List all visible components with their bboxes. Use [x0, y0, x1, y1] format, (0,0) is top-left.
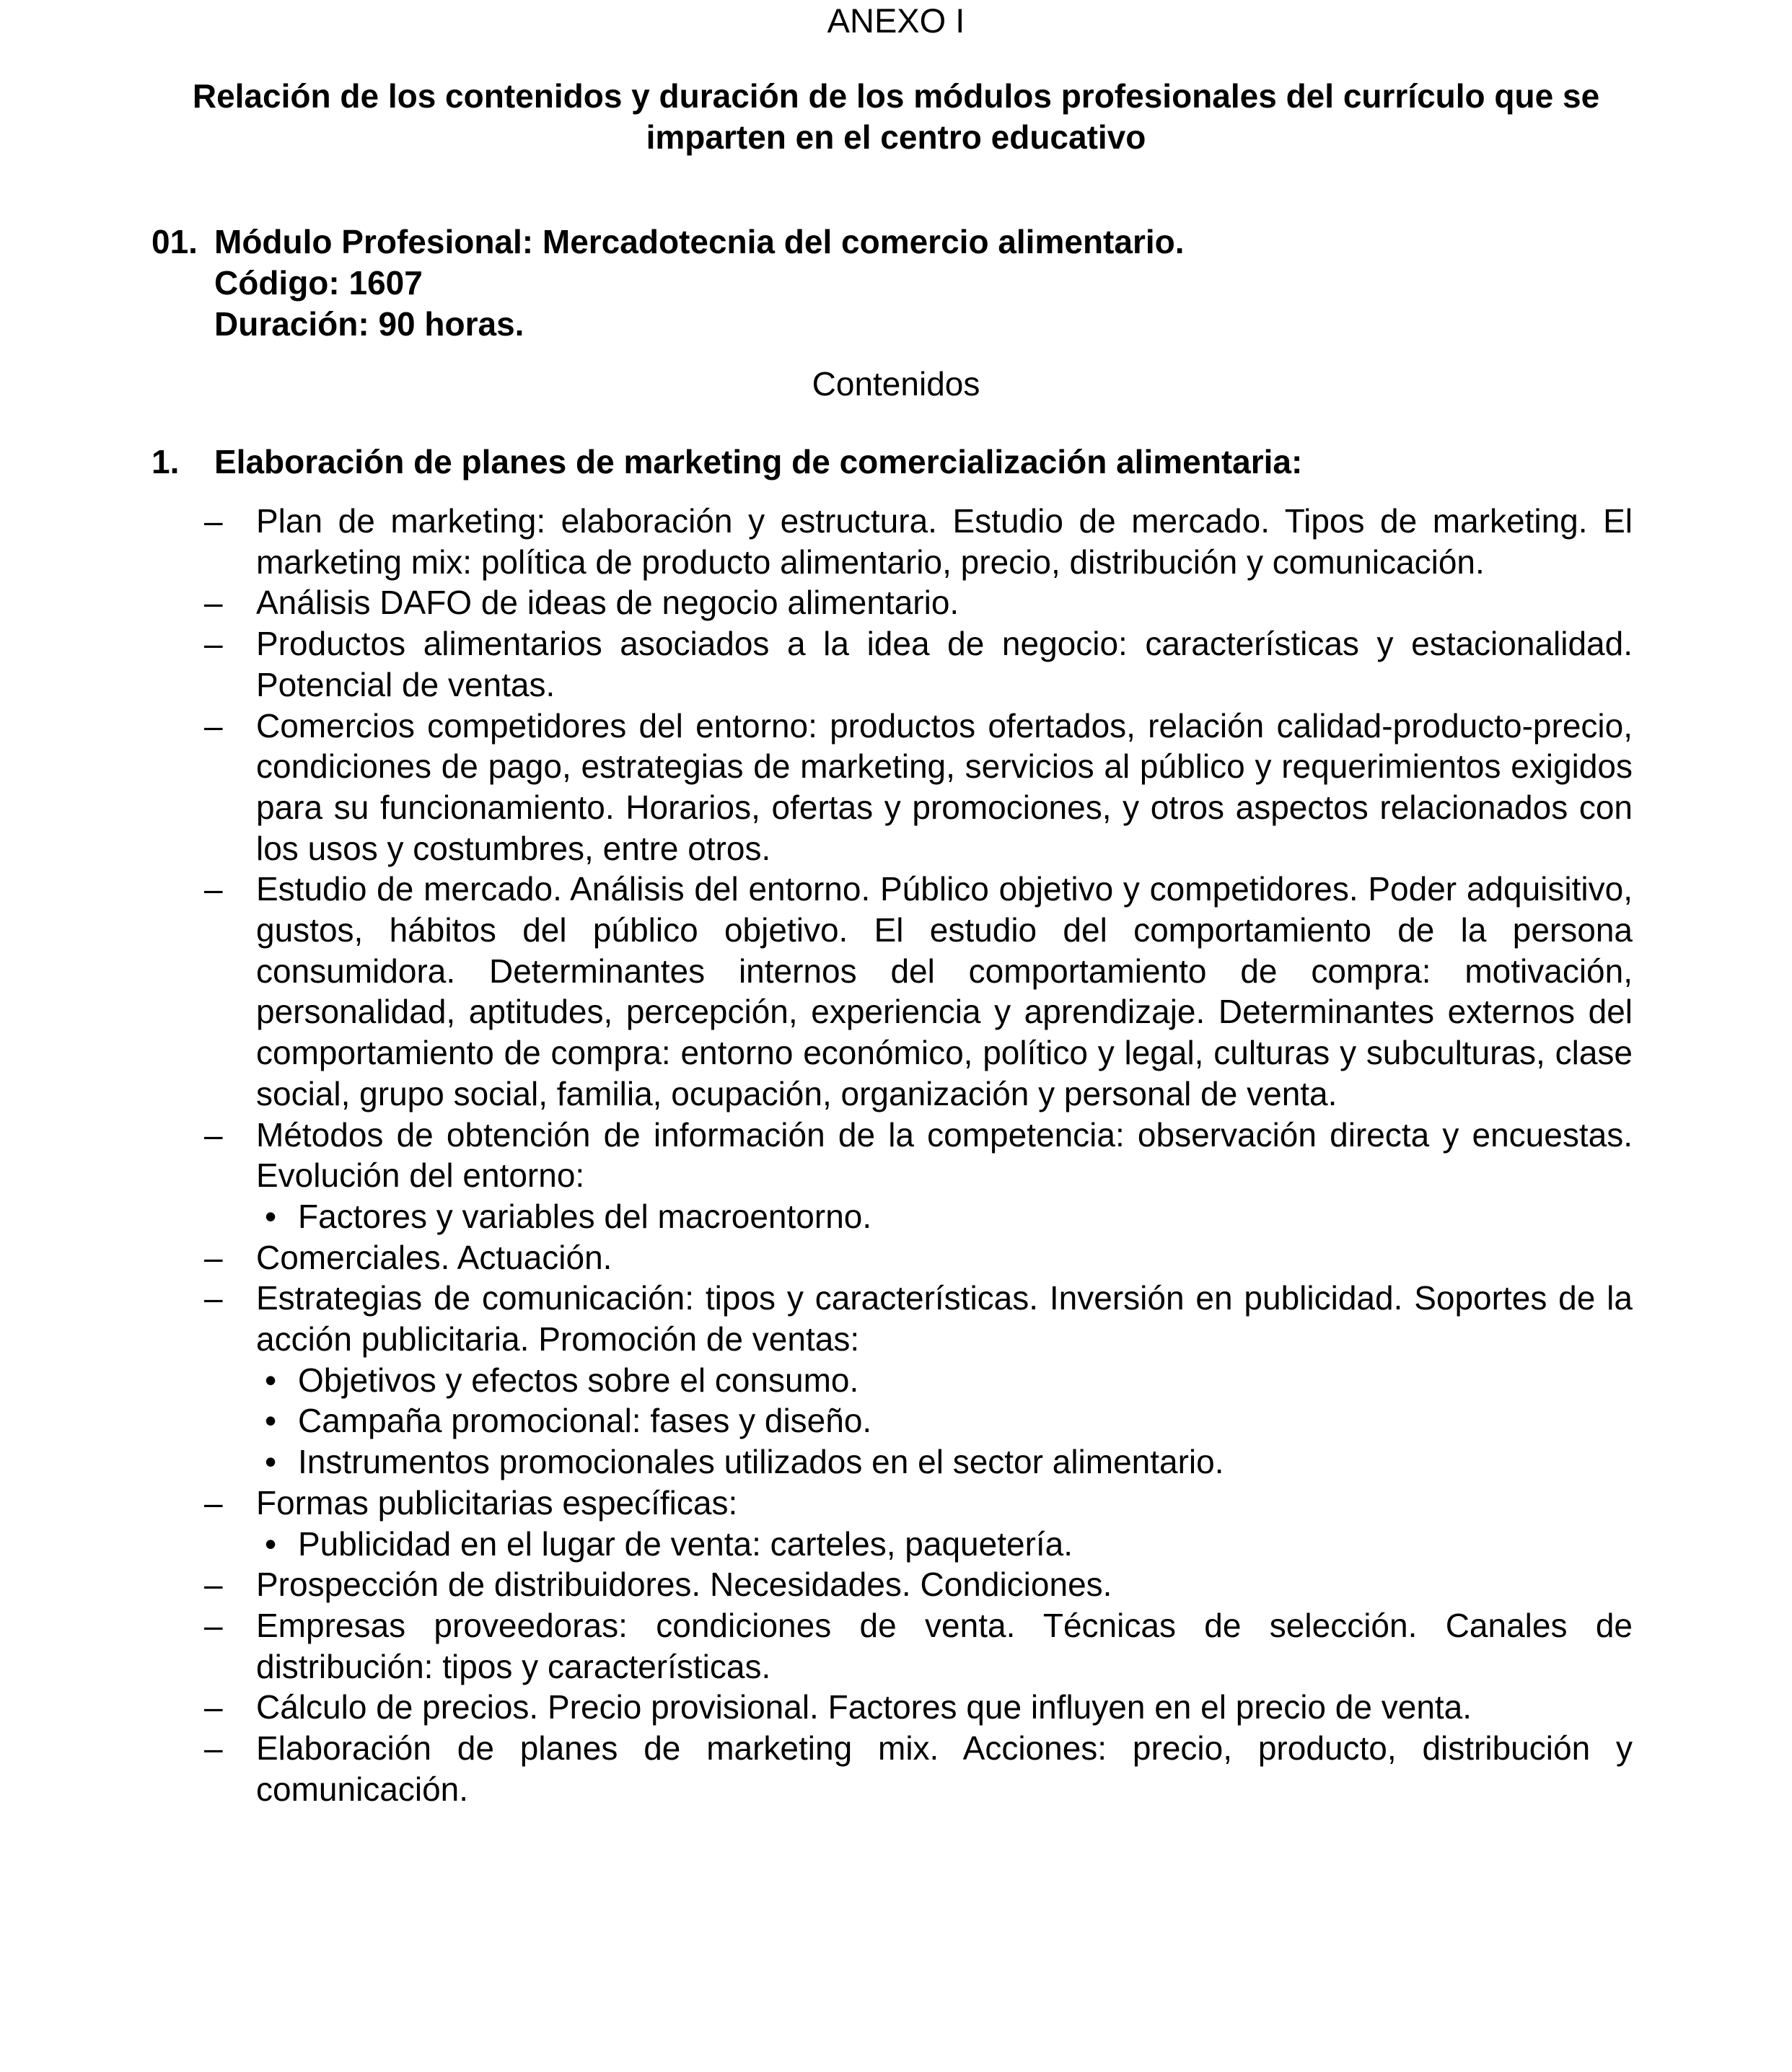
list-item-text: Comercios competidores del entorno: productos ofertados, relación calidad-producto-precio, condiciones de pago, estrategias de marketing, servicios al público y requerimientos exigidos para su funcionamiento. Horarios, ofertas y promociones, y otros aspectos relacionados con los usos y costumbres, entre otros. [256, 706, 1633, 867]
module-number: 01. [151, 223, 198, 260]
dash-icon: – [204, 1238, 223, 1276]
list-item-text: Cálculo de precios. Precio provisional. Factores que influyen en el precio de venta. [256, 1688, 1472, 1726]
dash-icon: – [204, 502, 223, 540]
annex-title: ANEXO I [827, 1, 965, 40]
dash-icon: – [204, 1115, 223, 1154]
module-duration: Duración: 90 horas. [214, 305, 524, 343]
dash-icon: – [204, 1279, 223, 1317]
bullet-icon: • [265, 1361, 277, 1399]
list-item-text: Análisis DAFO de ideas de negocio alimentario. [256, 584, 959, 622]
dash-icon: – [204, 1606, 223, 1644]
dash-icon: – [204, 1688, 223, 1726]
bullet-list-item [204, 1360, 1633, 1401]
bullet-list-item [204, 1400, 1633, 1441]
contents-list [204, 501, 1633, 1810]
dash-list-item [204, 1278, 1633, 1359]
list-item-text: Productos alimentarios asociados a la idea de negocio: características y estacionalidad. Potencial de ventas. [256, 625, 1633, 703]
dash-list-item [204, 1115, 1633, 1196]
dash-icon: – [204, 625, 223, 663]
list-item-text: Instrumentos promocionales utilizados en el sector alimentario. [298, 1443, 1224, 1481]
list-item-text: Estrategias de comunicación: tipos y características. Inversión en publicidad. Soportes de la acción publicitaria. Promoción de ventas: [256, 1279, 1633, 1358]
section-title: Elaboración de planes de marketing de comercialización alimentaria: [214, 443, 1303, 480]
contents-label: Contenidos [812, 365, 980, 403]
dash-list-item [204, 1237, 1633, 1278]
list-item-text: Métodos de obtención de información de la competencia: observación directa y encuestas. Evolución del entorno: [256, 1115, 1633, 1195]
dash-list-item [204, 706, 1633, 869]
dash-list-item [204, 1687, 1633, 1728]
bullet-list-item [204, 1524, 1633, 1565]
dash-list-item [204, 869, 1633, 1114]
dash-icon: – [204, 706, 223, 745]
dash-icon: – [204, 870, 223, 908]
list-item-text: Campaña promocional: fases y diseño. [298, 1402, 872, 1440]
list-item-text: Elaboración de planes de marketing mix. Acciones: precio, producto, distribución y comunicación. [256, 1729, 1633, 1808]
list-item-text: Factores y variables del macroentorno. [298, 1197, 872, 1235]
dash-list-item [204, 1483, 1633, 1524]
list-item-text: Prospección de distribuidores. Necesidades. Condiciones. [256, 1566, 1112, 1604]
dash-list-item [204, 582, 1633, 623]
module-header [151, 221, 1185, 345]
list-item-text: Estudio de mercado. Análisis del entorno. Público objetivo y competidores. Poder adquisitivo, gustos, hábitos del público objetivo. El estudio del comportamiento de la persona consumidora. Determinantes internos del comportamiento de compra: motivación, personalidad, aptitudes, percepción, experiencia y aprendizaje. Determinantes externos del comportamiento de compra: entorno económico, político y legal, culturas y subculturas, clase social, grupo social, familia, ocupación, organización y personal de venta. [256, 870, 1633, 1112]
dash-list-item [204, 1728, 1633, 1809]
bullet-icon: • [265, 1197, 277, 1235]
list-item-text: Formas publicitarias específicas: [256, 1483, 738, 1522]
module-name-line [151, 221, 1185, 263]
dash-icon: – [204, 1729, 223, 1768]
bullet-icon: • [265, 1524, 277, 1563]
list-item-text: Empresas proveedoras: condiciones de venta. Técnicas de selección. Canales de distribución: tipos y características. [256, 1606, 1633, 1685]
list-item-text: Objetivos y efectos sobre el consumo. [298, 1361, 859, 1399]
bullet-icon: • [265, 1443, 277, 1481]
document-title-text: Relación de los contenidos y duración de los módulos profesionales del currículo que se imparten en el centro educativo [192, 77, 1600, 156]
module-code: Código: 1607 [214, 264, 423, 302]
bullet-list-item [204, 1196, 1633, 1237]
list-item-text: Publicidad en el lugar de venta: carteles, paquetería. [298, 1524, 1073, 1563]
section-heading [151, 442, 1302, 483]
module-name: Módulo Profesional: Mercadotecnia del comercio alimentario. [214, 223, 1185, 260]
dash-icon: – [204, 584, 223, 622]
dash-list-item [204, 501, 1633, 582]
dash-list-item [204, 1564, 1633, 1605]
list-item-text: Plan de marketing: elaboración y estructura. Estudio de mercado. Tipos de marketing. El marketing mix: política de producto alimentario, precio, distribución y comunicación. [256, 502, 1633, 581]
dash-icon: – [204, 1566, 223, 1604]
dash-list-item [204, 623, 1633, 705]
dash-list-item [204, 1605, 1633, 1687]
bullet-list-item [204, 1441, 1633, 1483]
dash-icon: – [204, 1483, 223, 1522]
section-number: 1. [151, 443, 180, 480]
list-item-text: Comerciales. Actuación. [256, 1238, 612, 1276]
bullet-icon: • [265, 1402, 277, 1440]
document-title [0, 76, 1792, 158]
